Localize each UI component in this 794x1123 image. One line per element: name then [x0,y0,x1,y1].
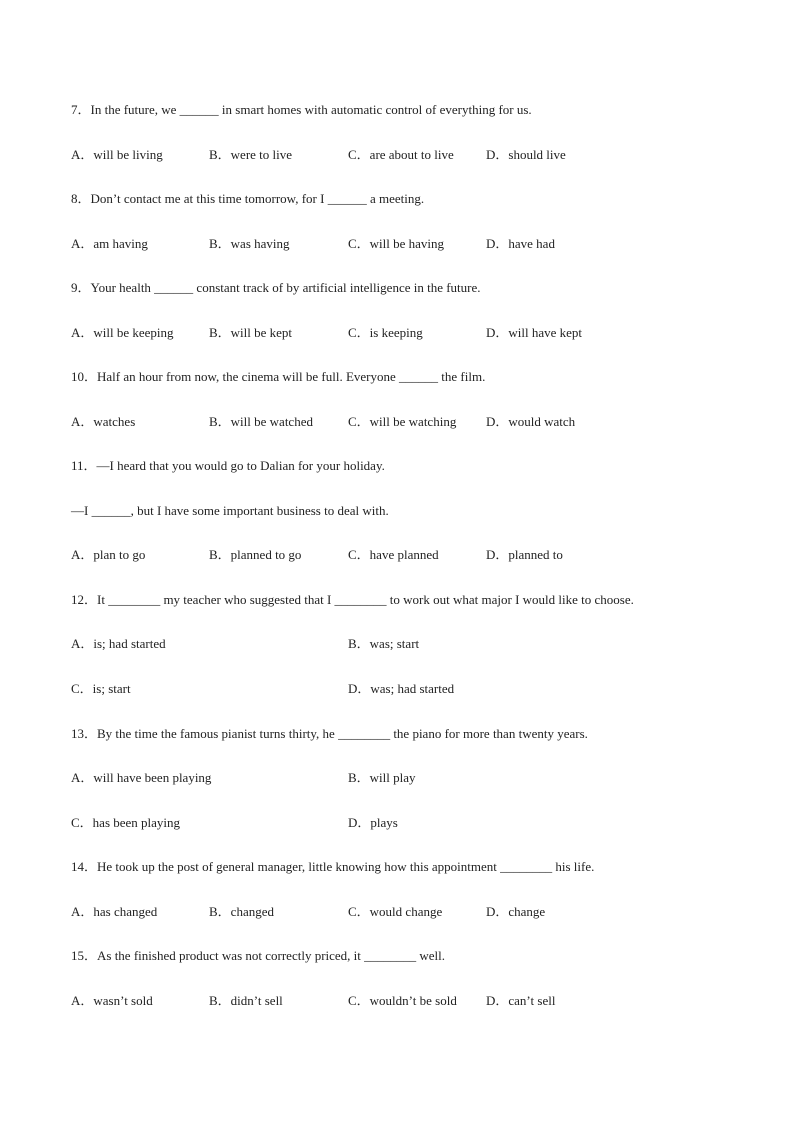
question-9-option-d: D．will have kept [486,325,583,340]
question-10-option-d: D．would watch [486,414,576,429]
question-8-option-b: B．was having [209,236,290,251]
question-12-option-a: A．is; had started [71,636,166,651]
question-13-option-c: C．has been playing [71,815,181,830]
question-11-option-d: D．planned to [486,547,563,562]
question-7-option-d: D．should live [486,147,566,162]
question-12-option-c: C．is; start [71,681,131,696]
question-14-option-a: A．has changed [71,904,158,919]
question-8-option-d: D．have had [486,236,555,251]
question-13-option-a: A．will have been playing [71,770,212,785]
question-13-option-d: D．plays [348,815,398,830]
question-7-option-b: B．were to live [209,147,293,162]
question-9-option-b: B．will be kept [209,325,293,340]
question-7-option-c: C．are about to live [348,147,454,162]
question-7-stem: 7．In the future, we ______ in smart homes with automatic control of everything for us. [71,102,532,117]
question-10-stem: 10．Half an hour from now, the cinema will be full. Everyone ______ the film. [71,369,486,384]
question-12-option-b: B．was; start [348,636,420,651]
question-10-option-b: B．will be watched [209,414,313,429]
question-14-option-b: B．changed [209,904,274,919]
question-7-option-a: A．will be living [71,147,163,162]
question-10-option-c: C．will be watching [348,414,457,429]
question-11-stem-reply: —I ______, but I have some important business to deal with. [71,503,389,518]
question-11-option-b: B．planned to go [209,547,302,562]
question-10-option-a: A．watches [71,414,136,429]
question-12-option-d: D．was; had started [348,681,455,696]
question-15-option-a: A．wasn’t sold [71,993,153,1008]
question-15-option-b: B．didn’t sell [209,993,283,1008]
question-15-stem: 15．As the finished product was not correctly priced, it ________ well. [71,948,446,963]
question-12-stem: 12．It ________ my teacher who suggested that I ________ to work out what major I would like to choose. [71,592,634,607]
question-13-stem: 13．By the time the famous pianist turns thirty, he ________ the piano for more than twenty years. [71,726,588,741]
question-11-option-c: C．have planned [348,547,439,562]
question-9-option-a: A．will be keeping [71,325,174,340]
question-8-stem: 8．Don’t contact me at this time tomorrow, for I ______ a meeting. [71,191,425,206]
question-11-option-a: A．plan to go [71,547,146,562]
question-9-option-c: C．is keeping [348,325,423,340]
question-14-stem: 14．He took up the post of general manager, little knowing how this appointment ________ his life. [71,859,595,874]
question-11-stem: 11．—I heard that you would go to Dalian for your holiday. [71,458,385,473]
question-15-option-c: C．wouldn’t be sold [348,993,457,1008]
question-8-option-a: A．am having [71,236,148,251]
question-8-option-c: C．will be having [348,236,445,251]
question-14-option-c: C．would change [348,904,443,919]
question-13-option-b: B．will play [348,770,416,785]
question-14-option-d: D．change [486,904,546,919]
question-9-stem: 9．Your health ______ constant track of by artificial intelligence in the future. [71,280,481,295]
question-15-option-d: D．can’t sell [486,993,556,1008]
